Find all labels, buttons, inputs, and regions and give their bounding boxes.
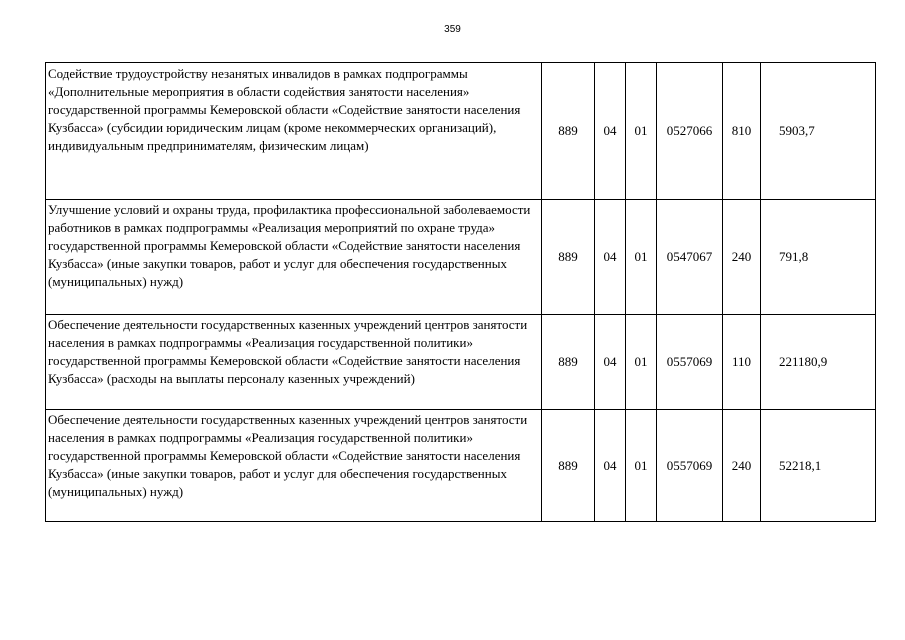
expense-type-code: 240 xyxy=(723,200,761,315)
row-description: Улучшение условий и охраны труда, профилактика профессиональной заболеваемости работников в рамках подпрограммы «Реализация мероприятий по охране труда» государственной программы Кемеровской области «Содействие занятости населения Кузбасса» (иные закупки товаров, работ и услуг для обеспечения государственных (муниципальных) нужд) xyxy=(46,200,542,315)
row-description: Обеспечение деятельности государственных казенных учреждений центров занятости населения в рамках подпрограммы «Реализация государственной политики» государственной программы Кемеровской области «Содействие занятости населения Кузбасса» (иные закупки товаров, работ и услуг для обеспечения государственных (муниципальных) нужд) xyxy=(46,410,542,522)
amount-value: 52218,1 xyxy=(761,410,876,522)
target-item-code: 0557069 xyxy=(657,315,723,410)
section-code: 04 xyxy=(595,410,626,522)
amount-value: 221180,9 xyxy=(761,315,876,410)
row-description: Обеспечение деятельности государственных казенных учреждений центров занятости населения в рамках подпрограммы «Реализация государственной политики» государственной программы Кемеровской области «Содействие занятости населения Кузбасса» (расходы на выплаты персоналу казенных учреждений) xyxy=(46,315,542,410)
expense-type-code: 810 xyxy=(723,63,761,200)
table-row xyxy=(46,200,876,315)
section-code: 04 xyxy=(595,63,626,200)
subsection-code: 01 xyxy=(626,200,657,315)
table-row xyxy=(46,315,876,410)
subsection-code: 01 xyxy=(626,63,657,200)
amount-value: 5903,7 xyxy=(761,63,876,200)
target-item-code: 0527066 xyxy=(657,63,723,200)
table-row xyxy=(46,410,876,522)
section-code: 04 xyxy=(595,200,626,315)
ministry-code: 889 xyxy=(542,200,595,315)
subsection-code: 01 xyxy=(626,315,657,410)
target-item-code: 0557069 xyxy=(657,410,723,522)
subsection-code: 01 xyxy=(626,410,657,522)
ministry-code: 889 xyxy=(542,315,595,410)
section-code: 04 xyxy=(595,315,626,410)
ministry-code: 889 xyxy=(542,63,595,200)
row-description: Содействие трудоустройству незанятых инвалидов в рамках подпрограммы «Дополнительные мероприятия в области содействия занятости населения» государственной программы Кемеровской области «Содействие занятости населения Кузбасса» (субсидии юридическим лицам (кроме некоммерческих организаций), индивидуальным предпринимателям, физическим лицам) xyxy=(46,63,542,200)
target-item-code: 0547067 xyxy=(657,200,723,315)
ministry-code: 889 xyxy=(542,410,595,522)
expense-type-code: 240 xyxy=(723,410,761,522)
table-row xyxy=(46,63,876,200)
amount-value: 791,8 xyxy=(761,200,876,315)
page-number: 359 xyxy=(444,24,461,35)
expense-type-code: 110 xyxy=(723,315,761,410)
budget-table xyxy=(45,62,876,522)
